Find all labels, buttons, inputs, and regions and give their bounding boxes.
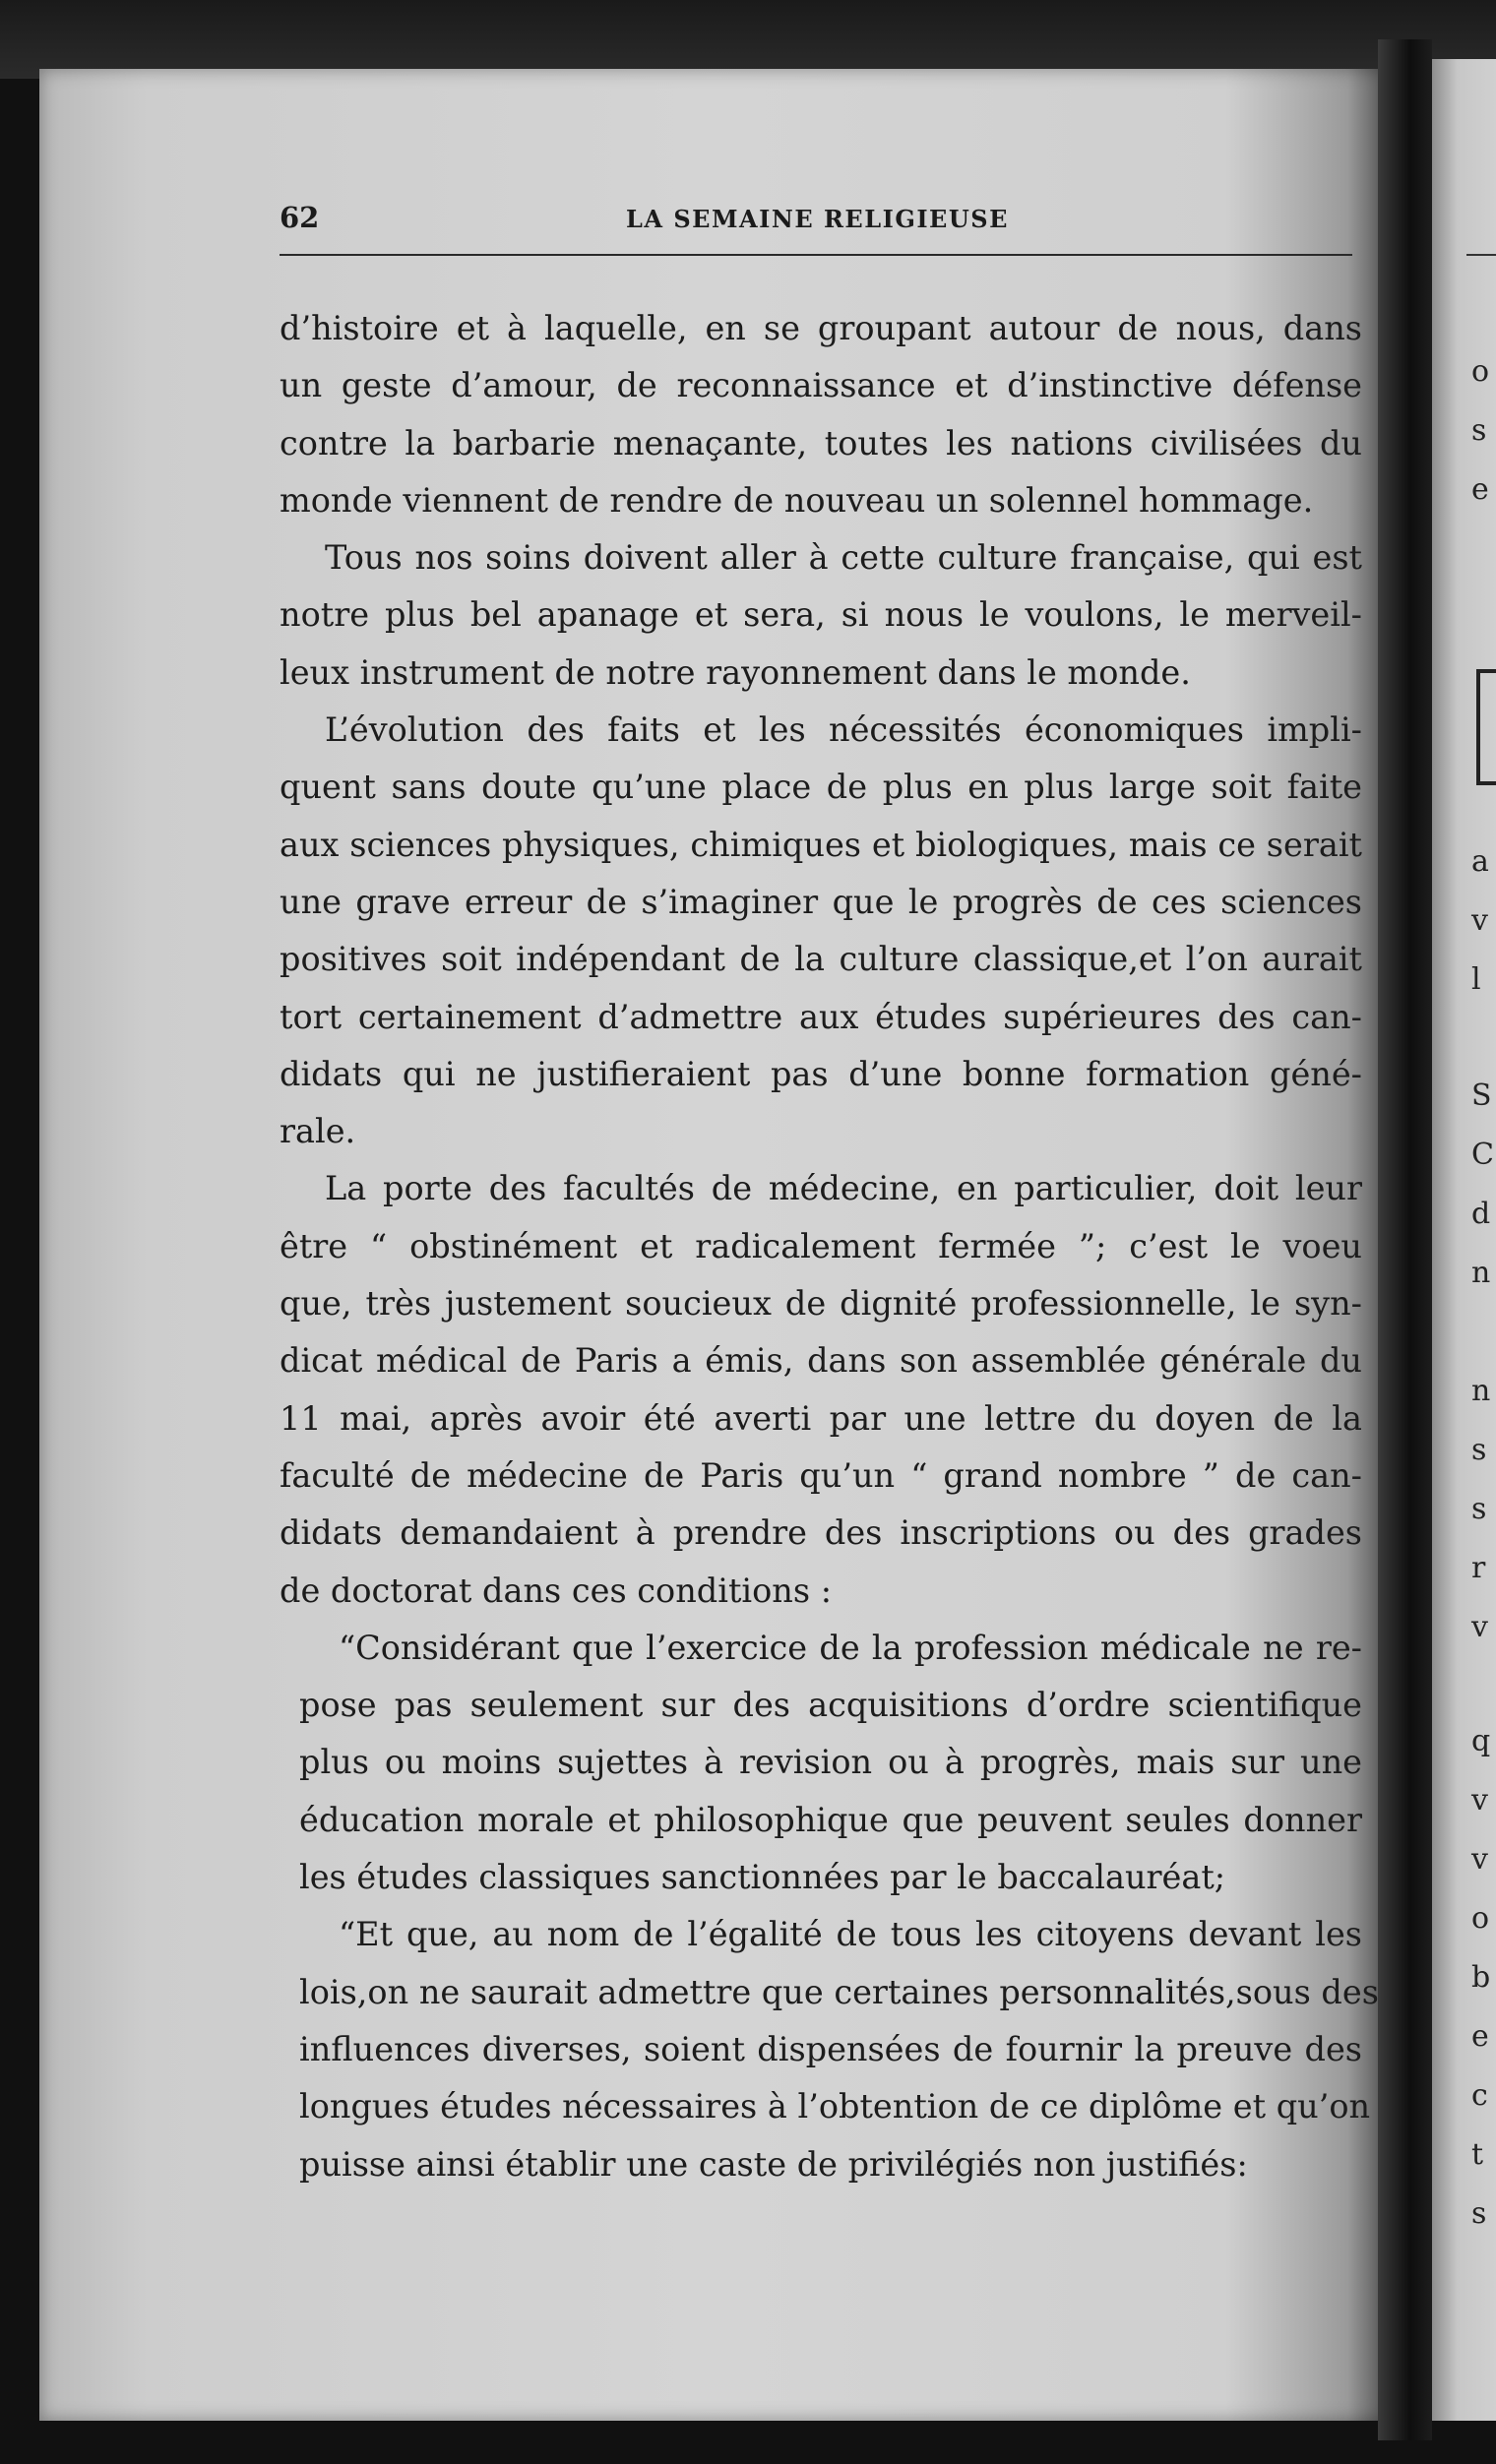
facing-page-letter: r [1471, 1551, 1486, 1585]
facing-page-letter: c [1471, 2078, 1488, 2113]
text-line: être “ obstinément et radicalement fermée ”; c’est le voeu [280, 1226, 1362, 1265]
facing-page-letter: C [1471, 1138, 1494, 1172]
facing-page-letter: n [1471, 1374, 1491, 1408]
text-line: tort certainement d’admettre aux études supérieures des can- [280, 997, 1362, 1036]
text-line: “Considérant que l’exercice de la profession médicale ne re- [339, 1628, 1362, 1667]
text-line: une grave erreur de s’imaginer que le progrès de ces sciences [280, 882, 1362, 921]
facing-page-letter: v [1471, 1783, 1488, 1817]
page-number: 62 [280, 201, 320, 234]
text-line: éducation morale et philosophique que peuvent seules donner [299, 1800, 1362, 1839]
text-line: 11 mai, après avoir été averti par une lettre du doyen de la [280, 1398, 1362, 1438]
text-line: puisse ainsi établir une caste de privilégiés non justifiés: [299, 2144, 1248, 2184]
text-line: La porte des facultés de médecine, en particulier, doit leur [325, 1169, 1362, 1208]
text-line: Tous nos soins doivent aller à cette culture française, qui est [325, 538, 1362, 578]
text-line: monde viennent de rendre de nouveau un solennel hommage. [280, 480, 1314, 520]
scan-background [0, 0, 1496, 79]
text-line: didats qui ne justifieraient pas d’une bonne formation géné- [280, 1054, 1362, 1093]
text-line: positives soit indépendant de la culture classique,et l’on aurait [280, 940, 1362, 979]
facing-page-letter: S [1471, 1078, 1492, 1113]
text-line: didats demandaient à prendre des inscriptions ou des grades [280, 1513, 1362, 1553]
text-line: faculté de médecine de Paris qu’un “ grand nombre ” de can- [280, 1455, 1362, 1495]
text-line: longues études nécessaires à l’obtention de ce diplôme et qu’on [299, 2087, 1371, 2126]
text-line: aux sciences physiques, chimiques et biologiques, mais ce serait [280, 825, 1362, 864]
text-line: contre la barbarie menaçante, toutes les nations civilisées du [280, 423, 1362, 462]
facing-page-letter: n [1471, 1256, 1491, 1290]
text-line: “Et que, au nom de l’égalité de tous les citoyens devant les [339, 1915, 1362, 1954]
text-line: les études classiques sanctionnées par le baccalauréat; [299, 1858, 1226, 1897]
book-gutter [1378, 39, 1432, 2440]
facing-page-letter: s [1471, 413, 1487, 448]
text-line: dicat médical de Paris a émis, dans son assemblée générale du [280, 1341, 1362, 1381]
text-line: un geste d’amour, de reconnaissance et d’instinctive défense [280, 366, 1362, 405]
text-line: plus ou moins sujettes à revision ou à progrès, mais sur une [299, 1743, 1362, 1782]
text-line: que, très justement soucieux de dignité professionnelle, le syn- [280, 1284, 1362, 1324]
facing-page-ornament [1476, 669, 1496, 785]
text-line: d’histoire et à laquelle, en se groupant autour de nous, dans [280, 309, 1362, 347]
text-line: pose pas seulement sur des acquisitions d’ordre scientifique [299, 1686, 1362, 1725]
facing-page-letter: q [1471, 1724, 1491, 1758]
text-line: lois,on ne saurait admettre que certaines personnalités,sous des [299, 1972, 1379, 2011]
text-line: de doctorat dans ces conditions : [280, 1571, 832, 1610]
facing-page-letter: t [1471, 2137, 1484, 2172]
facing-page-letter: s [1471, 1492, 1487, 1526]
header-rule [280, 254, 1352, 256]
running-title: LA SEMAINE RELIGIEUSE [626, 205, 1009, 233]
facing-page-letter: d [1471, 1197, 1491, 1231]
facing-page-letter: a [1471, 844, 1489, 879]
facing-page-letter: l [1471, 962, 1481, 997]
facing-page-letter: b [1471, 1960, 1491, 1995]
facing-page-letter: e [1471, 472, 1489, 507]
facing-page-letter: v [1471, 1842, 1488, 1877]
facing-page-letter: o [1471, 354, 1490, 389]
text-line: L’évolution des faits et les nécessités économiques impli- [325, 710, 1362, 750]
text-line: notre plus bel apanage et sera, si nous le voulons, le merveil- [280, 595, 1362, 635]
text-line: leux instrument de notre rayonnement dans le monde. [280, 652, 1191, 692]
page-header [280, 197, 1352, 246]
text-line: influences diverses, soient dispensées de fournir la preuve des [299, 2029, 1362, 2068]
facing-page-letter: o [1471, 1901, 1490, 1936]
facing-page-letter: s [1471, 1433, 1487, 1467]
text-line: quent sans doute qu’une place de plus en plus large soit faite [280, 768, 1362, 807]
facing-page-letter: s [1471, 2196, 1487, 2231]
body-text [280, 300, 1379, 2193]
facing-page-letter: v [1471, 1610, 1488, 1644]
text-line: rale. [280, 1112, 356, 1151]
facing-page-rule [1466, 254, 1496, 256]
facing-page-letter: e [1471, 2019, 1489, 2054]
facing-page-letter: v [1471, 903, 1488, 938]
